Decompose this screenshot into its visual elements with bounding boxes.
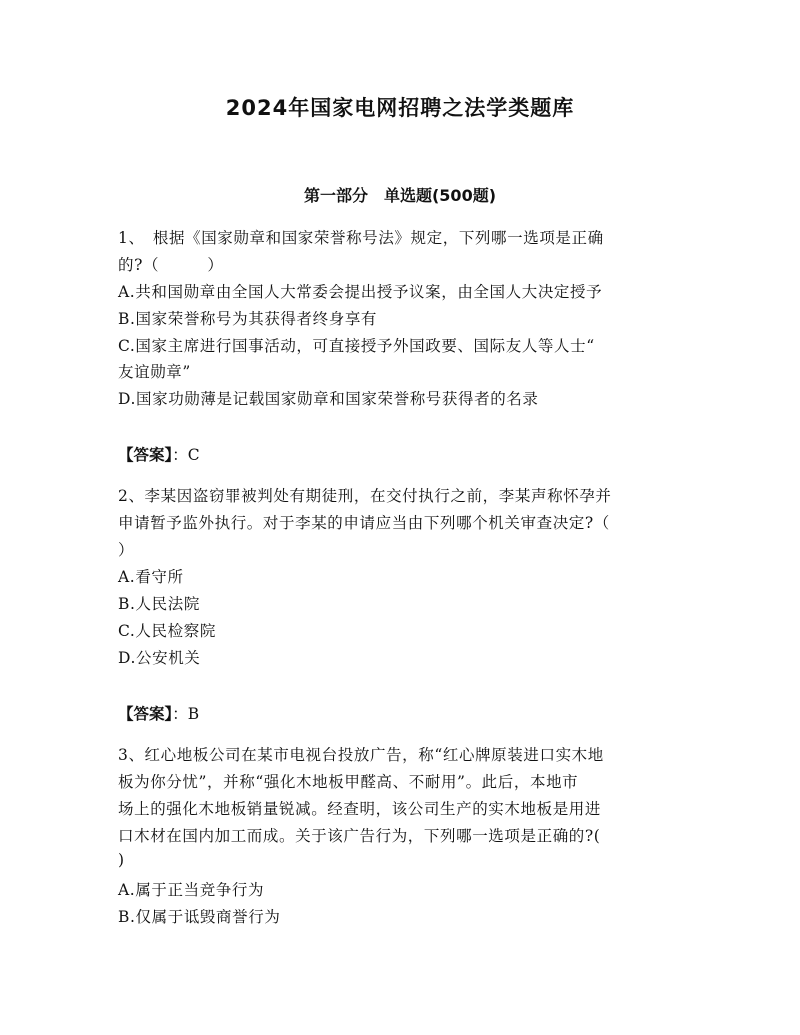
answer-value: ：B — [172, 705, 200, 723]
question-3-option-a: A.属于正当竞争行为 — [118, 881, 265, 899]
question-1-stem-line-1: 1、 根据《国家勋章和国家荣誉称号法》规定，下列哪一选项是正确 — [118, 229, 604, 247]
question-2-answer — [118, 702, 199, 724]
question-2-stem-line-1: 2、李某因盗窃罪被判处有期徒刑，在交付执行之前，李某声称怀孕并 — [118, 487, 612, 505]
question-3-stem-line-5: ) — [118, 851, 125, 869]
question-3-stem-line-4: 口木材在国内加工而成。关于该广告行为，下列哪一选项是正确的?( — [118, 827, 601, 845]
question-1-option-d: D.国家功勋薄是记载国家勋章和国家荣誉称号获得者的名录 — [118, 390, 539, 408]
answer-label: 【答案】 — [118, 705, 173, 723]
question-1-stem-line-2: 的?（ ） — [118, 256, 224, 274]
question-2-option-b: B.人民法院 — [118, 595, 200, 613]
question-2-stem-line-2: 申请暂予监外执行。对于李某的申请应当由下列哪个机关审查决定?（ — [118, 514, 610, 532]
question-1-answer — [118, 443, 200, 465]
answer-label: 【答案】 — [118, 446, 173, 464]
question-3-stem-line-3: 场上的强化木地板销量锐减。经查明，该公司生产的实木地板是用进 — [118, 800, 602, 818]
answer-value: ：C — [172, 446, 200, 464]
section-heading: 第一部分 单选题(500题) — [303, 186, 497, 205]
question-1-option-a: A.共和国勋章由全国人大常委会提出授予议案，由全国人大决定授予 — [118, 283, 603, 301]
question-2-stem-line-3: ） — [118, 541, 135, 559]
question-1-option-b: B.国家荣誉称号为其获得者终身享有 — [118, 310, 378, 328]
question-3-stem-line-1: 3、红心地板公司在某市电视台投放广告，称“红心牌原装进口实木地 — [118, 746, 604, 764]
question-3-option-b: B.仅属于诋毁商誉行为 — [118, 908, 281, 926]
question-2-option-a: A.看守所 — [118, 568, 184, 586]
question-2-option-d: D.公安机关 — [118, 649, 201, 667]
page-title: 2024年国家电网招聘之法学类题库 — [225, 96, 575, 120]
question-3-stem-line-2: 板为你分忧”，并称“强化木地板甲醛高、不耐用”。此后，本地市 — [118, 773, 579, 791]
question-1-option-c-line-1: C.国家主席进行国事活动，可直接授予外国政要、国际友人等人士“ — [118, 337, 595, 355]
question-2-option-c: C.人民检察院 — [118, 622, 216, 640]
question-1-option-c-line-2: 友谊勋章” — [118, 363, 191, 381]
